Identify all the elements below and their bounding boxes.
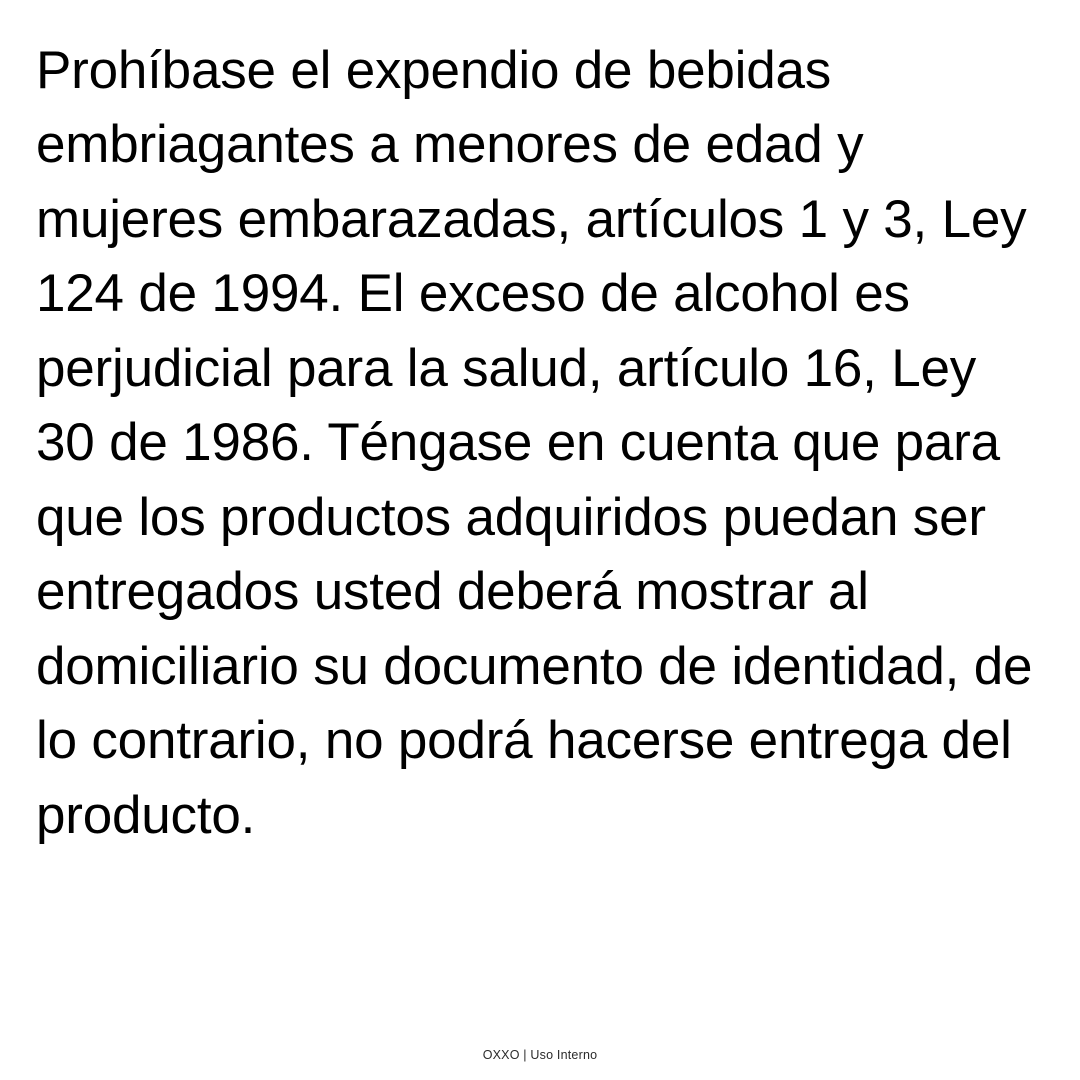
legal-notice-text: Prohíbase el expendio de bebidas embriagantes a menores de edad y mujeres embarazadas, artículos 1 y 3, Ley 124 de 1994. El exceso de alcohol es perjudicial para la salud, artículo 16, Ley 30 de 1986. Téngase en cuenta que para que los productos adquiridos puedan ser entregados usted deberá mostrar al domiciliario su documento de identidad, de lo contrario, no podrá hacerse entrega del producto. <box>36 41 1047 845</box>
footer-confidentiality-label: OXXO | Uso Interno <box>482 1048 598 1062</box>
